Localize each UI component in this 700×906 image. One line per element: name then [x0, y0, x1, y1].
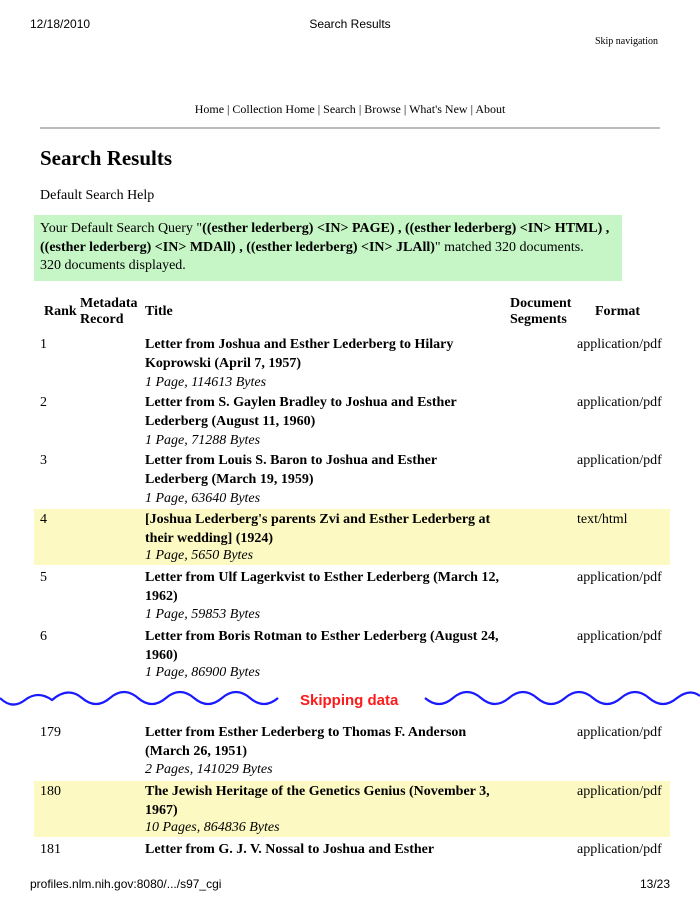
result-format: text/html [577, 512, 628, 527]
page-title: Search Results [40, 146, 173, 170]
header-document-segments [510, 296, 571, 328]
nav-browse-link[interactable]: Browse [364, 102, 401, 116]
header-metadata-line2: Record [80, 312, 124, 327]
query-suffix: " matched 320 documents. [434, 239, 584, 255]
top-navigation [0, 102, 700, 117]
print-page-number: 13/23 [639, 877, 670, 891]
header-metadata-line1: Metadata [80, 296, 138, 311]
skipping-data-label: Skipping data [300, 692, 399, 709]
result-title-link[interactable]: Letter from Esther Lederberg to Thomas F. Anderson (March 26, 1951) [145, 725, 467, 759]
nav-separator: | [467, 102, 476, 116]
result-size: 1 Page, 59853 Bytes [145, 607, 261, 622]
header-title: Title [145, 304, 173, 319]
header-segments-line1: Document [510, 296, 572, 311]
result-format: application/pdf [577, 337, 662, 352]
result-format: application/pdf [577, 784, 662, 799]
result-size: 1 Page, 71288 Bytes [145, 433, 261, 448]
row-rank: 2 [40, 395, 47, 410]
row-rank: 4 [40, 512, 47, 527]
search-query-summary [34, 215, 622, 281]
row-rank: 181 [40, 842, 61, 857]
query-expression-line2: ((esther lederberg) <IN> MDAll) , ((esther lederberg) <IN> JLAll) [40, 239, 435, 255]
result-size: 2 Pages, 141029 Bytes [145, 762, 273, 777]
nav-about-link[interactable]: About [475, 102, 506, 116]
result-size: 1 Page, 86900 Bytes [145, 665, 261, 680]
print-date: 12/18/2010 [30, 17, 91, 31]
row-rank: 5 [40, 570, 47, 585]
header-format: Format [595, 304, 641, 319]
result-title-link[interactable]: Letter from Boris Rotman to Esther Lederberg (August 24, 1960) [145, 629, 499, 663]
print-url: profiles.nlm.nih.gov:8080/.../s97_cgi [30, 877, 222, 891]
result-format: application/pdf [577, 395, 662, 410]
result-title-link[interactable]: Letter from Ulf Lagerkvist to Esther Lederberg (March 12, 1962) [145, 570, 499, 604]
nav-whats-new-link[interactable]: What's New [409, 102, 468, 116]
row-rank: 3 [40, 453, 47, 468]
header-segments-line2: Segments [510, 312, 567, 327]
row-rank: 6 [40, 629, 47, 644]
documents-displayed: 320 documents displayed. [40, 258, 186, 273]
result-title-link[interactable]: The Jewish Heritage of the Genetics Genius (November 3, 1967) [145, 784, 490, 818]
nav-collection-home-link[interactable]: Collection Home [232, 102, 315, 116]
header-divider [40, 127, 660, 129]
header-metadata-record [80, 296, 138, 328]
query-prefix: Your Default Search Query " [40, 221, 203, 236]
result-size: 1 Page, 114613 Bytes [145, 375, 267, 390]
result-size: 1 Page, 63640 Bytes [145, 491, 261, 506]
result-format: application/pdf [577, 842, 662, 857]
result-size: 10 Pages, 864836 Bytes [145, 820, 280, 835]
result-format: application/pdf [577, 453, 662, 468]
nav-separator: | [224, 102, 233, 116]
nav-separator: | [400, 102, 410, 116]
nav-search-link[interactable]: Search [323, 102, 356, 116]
nav-home-link[interactable]: Home [194, 102, 225, 116]
nav-separator: | [355, 102, 365, 116]
print-page-title: Search Results [309, 17, 391, 31]
row-rank: 1 [40, 337, 47, 352]
skip-navigation-link[interactable]: Skip navigation [594, 36, 658, 47]
row-rank: 179 [40, 725, 61, 740]
result-format: application/pdf [577, 725, 662, 740]
header-rank: Rank [44, 304, 77, 319]
nav-separator: | [314, 102, 324, 116]
default-search-help-link[interactable]: Default Search Help [40, 188, 155, 203]
result-format: application/pdf [577, 629, 662, 644]
query-expression-line1: ((esther lederberg) <IN> PAGE) , ((esther lederberg) <IN> HTML) , [202, 221, 610, 236]
result-title-link[interactable]: [Joshua Lederberg's parents Zvi and Esther Lederberg at their wedding] (1924) [145, 512, 491, 546]
result-size: 1 Page, 5650 Bytes [145, 548, 254, 563]
result-title-link[interactable]: Letter from Joshua and Esther Lederberg to Hilary Koprowski (April 7, 1957) [145, 337, 454, 371]
row-rank: 180 [40, 784, 61, 799]
result-title-link[interactable]: Letter from S. Gaylen Bradley to Joshua and Esther Lederberg (August 11, 1960) [145, 395, 457, 429]
result-title-link[interactable]: Letter from Louis S. Baron to Joshua and Esther Lederberg (March 19, 1959) [145, 453, 438, 487]
result-title-link[interactable]: Letter from G. J. V. Nossal to Joshua and Esther [145, 842, 435, 857]
result-format: application/pdf [577, 570, 662, 585]
